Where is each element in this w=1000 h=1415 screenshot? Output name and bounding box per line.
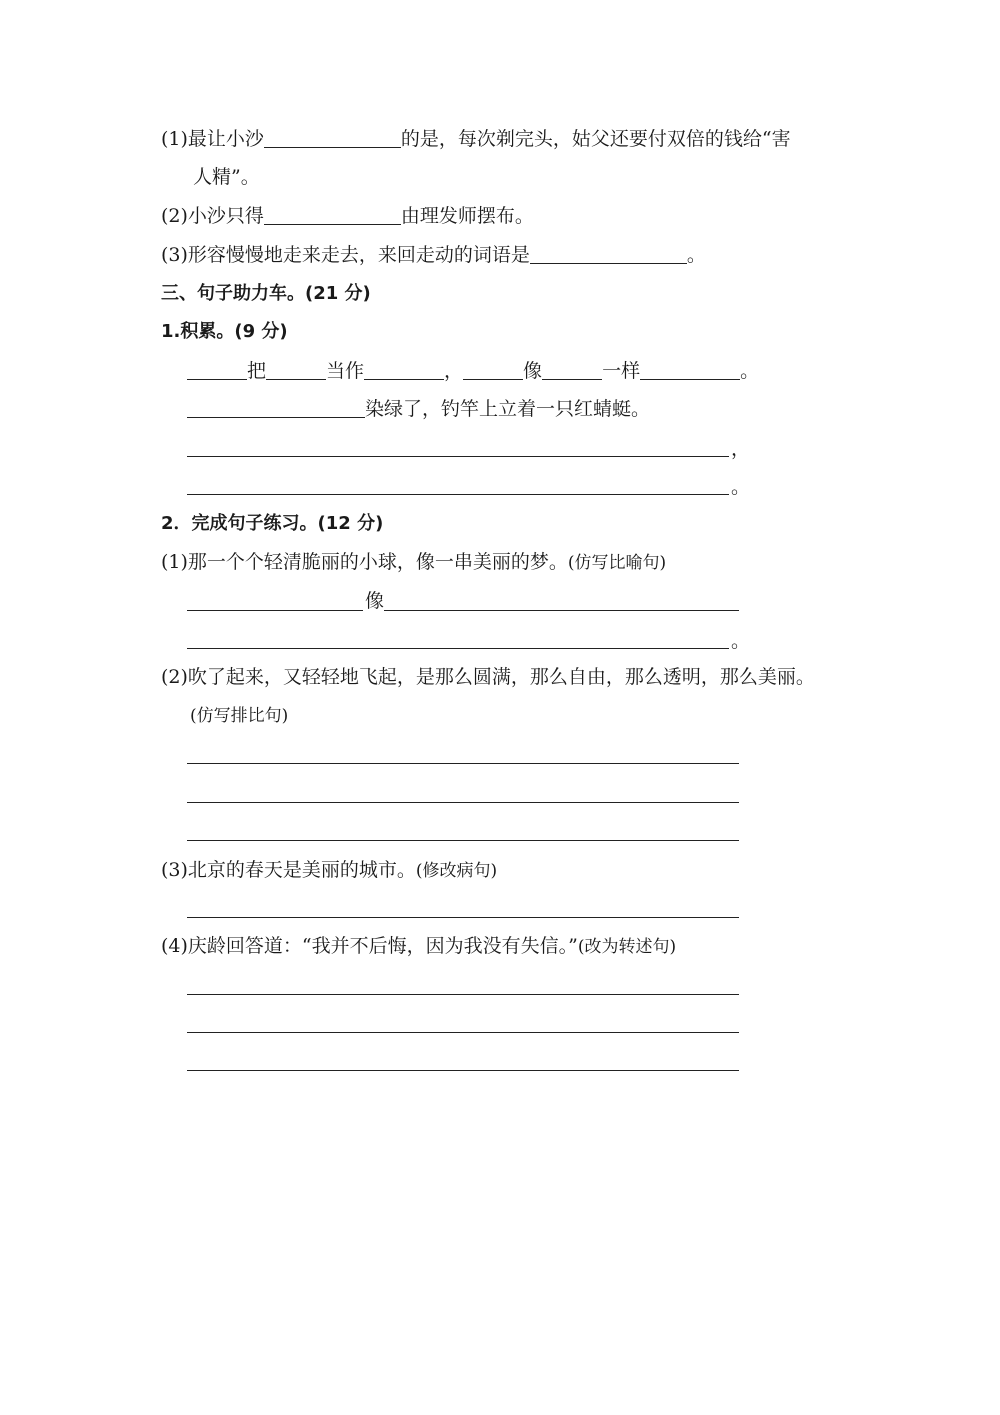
question-2-prefix: (2)小沙只得 <box>161 205 264 227</box>
answer-line[interactable] <box>187 994 739 995</box>
answer-line[interactable] <box>187 763 739 764</box>
comma: ， <box>731 438 751 460</box>
answer-line[interactable] <box>187 494 729 495</box>
answer-blank[interactable] <box>530 245 687 264</box>
exercise-4 <box>161 935 676 958</box>
part-2-title: 2．完成句子练习。(12 分) <box>161 513 384 534</box>
answer-blank[interactable] <box>187 399 365 418</box>
exercise-3-hint: (修改病句) <box>415 861 498 881</box>
answer-line[interactable] <box>187 802 739 803</box>
part-1-title: 1.积累。(9 分) <box>161 321 288 342</box>
answer-line[interactable] <box>187 1032 739 1033</box>
answer-line[interactable] <box>187 1070 739 1071</box>
answer-line[interactable] <box>187 610 363 611</box>
question-2-suffix: 由理发师摆布。 <box>400 205 534 227</box>
word-xiang: 像 <box>523 360 543 382</box>
word-yiyang: 一样 <box>602 360 641 382</box>
question-2-line <box>161 205 534 227</box>
exercise-4-hint: (改为转述句) <box>577 937 677 957</box>
word-xiang: 像 <box>365 590 385 612</box>
exercise-3 <box>161 859 497 882</box>
question-1-suffix: 的是，每次剃完头，姑父还要付双倍的钱给“害 <box>400 128 791 150</box>
exercise-3-text: (3)北京的春天是美丽的城市。 <box>161 859 416 881</box>
answer-line[interactable] <box>187 456 729 457</box>
period: 。 <box>740 360 760 382</box>
exercise-2-hint: (仿写排比句) <box>190 706 289 726</box>
answer-blank[interactable] <box>640 361 740 380</box>
exercise-1-text: (1)那一个个轻清脆丽的小球，像一串美丽的梦。 <box>161 551 568 573</box>
row-2-text: 染绿了，钓竿上立着一只红蜻蜓。 <box>365 398 651 420</box>
answer-blank[interactable] <box>266 361 326 380</box>
question-3-line <box>161 244 706 266</box>
answer-blank[interactable] <box>264 129 401 148</box>
fill-row-2 <box>187 398 650 420</box>
period: 。 <box>731 476 751 498</box>
question-1-continuation: 人精”。 <box>193 166 260 188</box>
answer-line[interactable] <box>187 840 739 841</box>
word-ba: 把 <box>247 360 267 382</box>
answer-blank[interactable] <box>463 361 523 380</box>
answer-blank[interactable] <box>542 361 602 380</box>
exercise-4-text: (4)庆龄回答道：“我并不后悔，因为我没有失信。” <box>161 935 578 957</box>
section-title: 三、句子助力车。(21 分) <box>161 283 371 304</box>
answer-line[interactable] <box>187 648 729 649</box>
comma: ， <box>444 360 464 382</box>
exercise-1-hint: (仿写比喻句) <box>567 553 667 573</box>
period: 。 <box>731 630 751 652</box>
question-3-prefix: (3)形容慢慢地走来走去，来回走动的词语是 <box>161 244 530 266</box>
question-1-line <box>161 128 791 150</box>
fill-row-1 <box>187 360 759 382</box>
answer-line[interactable] <box>187 917 739 918</box>
exercise-2-text: (2)吹了起来，又轻轻地飞起，是那么圆满，那么自由，那么透明，那么美丽。 <box>161 666 815 688</box>
answer-line[interactable] <box>384 610 739 611</box>
answer-blank[interactable] <box>187 361 247 380</box>
question-1-prefix: (1)最让小沙 <box>161 128 264 150</box>
exercise-1 <box>161 551 666 574</box>
question-3-suffix: 。 <box>686 244 706 266</box>
word-dangzuo: 当作 <box>326 360 365 382</box>
answer-blank[interactable] <box>364 361 444 380</box>
answer-blank[interactable] <box>264 206 401 225</box>
